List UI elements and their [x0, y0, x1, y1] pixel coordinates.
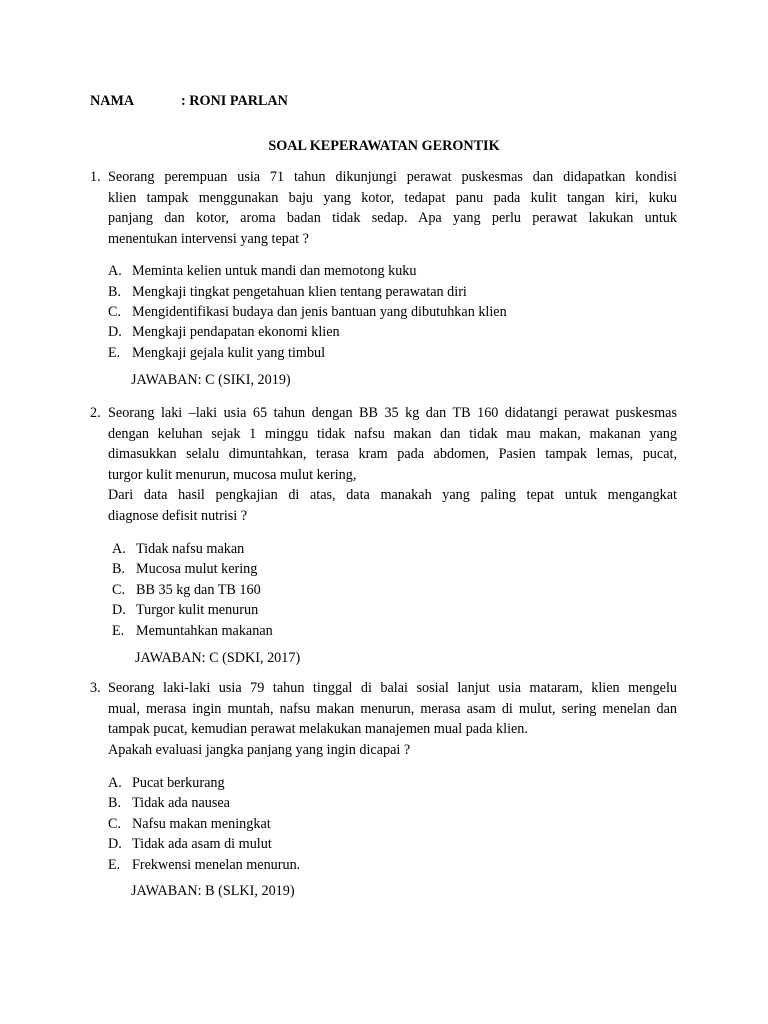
- option-letter: E.: [108, 345, 121, 361]
- question-2-option-d: [112, 600, 258, 621]
- option-letter: B.: [108, 795, 122, 811]
- option-letter: C.: [108, 816, 122, 832]
- question-3-answer: JAWABAN: B (SLKI, 2019): [131, 883, 295, 899]
- option-text: BB 35 kg dan TB 160: [136, 582, 261, 598]
- option-text: Tidak ada nausea: [132, 795, 230, 811]
- name-label: NAMA: [90, 93, 135, 109]
- question-2-answer: JAWABAN: C (SDKI, 2017): [135, 650, 301, 666]
- option-letter: A.: [112, 541, 126, 557]
- question-line: panjang dan kotor, aroma badan tidak sedap. Apa yang perlu perawat lakukan untuk: [108, 210, 677, 227]
- option-text: Nafsu makan meningkat: [132, 816, 271, 832]
- question-line: klien tampak menggunakan baju yang kotor, tedapat panu pada kulit tangan kiri, kuku: [108, 189, 677, 206]
- question-line: Seorang laki –laki usia 65 tahun dengan BB 35 kg dan TB 160 didatangi perawat puskesmas: [108, 405, 677, 421]
- page-title: SOAL KEPERAWATAN GERONTIK: [268, 138, 500, 154]
- question-2-option-a: [112, 539, 244, 560]
- option-letter: D.: [108, 324, 122, 340]
- option-letter: B.: [112, 561, 126, 577]
- question-line: dengan keluhan sejak 1 minggu tidak nafsu makan dan tidak mau makan, makanan yang: [108, 425, 677, 442]
- question-2-option-b: [112, 559, 257, 580]
- question-3-option-b: [108, 793, 230, 814]
- option-letter: A.: [108, 775, 122, 791]
- question-line: turgor kulit menurun, mucosa mulut kering,: [108, 466, 357, 483]
- question-line: Apakah evaluasi jangka panjang yang ingin dicapai ?: [108, 741, 411, 758]
- option-text: Tidak ada asam di mulut: [132, 836, 272, 852]
- question-1-text: [108, 167, 677, 249]
- option-text: Frekwensi menelan menurun.: [132, 857, 301, 873]
- question-3-number: 3.: [90, 680, 101, 696]
- option-letter: C.: [108, 304, 122, 320]
- option-letter: C.: [112, 582, 126, 598]
- question-3-option-a: [108, 773, 225, 794]
- question-1-option-d: [108, 322, 340, 343]
- question-line: tampak pucat, kemudian perawat melakukan manajemen mual pada klien.: [108, 721, 528, 738]
- option-text: Mengkaji gejala kulit yang timbul: [132, 345, 326, 361]
- option-text: Mengidentifikasi budaya dan jenis bantuan yang dibutuhkan klien: [132, 304, 507, 320]
- option-text: Meminta kelien untuk mandi dan memotong kuku: [132, 263, 417, 279]
- option-letter: D.: [112, 602, 126, 618]
- question-3-option-e: [108, 855, 300, 876]
- question-line: Seorang perempuan usia 71 tahun dikunjungi perawat puskesmas dan didapatkan kondisi: [108, 169, 677, 185]
- question-line: mual, merasa ingin muntah, nafsu makan menurun, merasa asam di mulut, sering menelan dan: [108, 700, 677, 717]
- question-1-option-c: [108, 302, 507, 323]
- option-letter: E.: [108, 857, 121, 873]
- question-line: Dari data hasil pengkajian di atas, data manakah yang paling tepat untuk mengangkat: [108, 487, 677, 504]
- question-2-option-c: [112, 580, 261, 601]
- question-1-answer: JAWABAN: C (SIKI, 2019): [131, 372, 291, 388]
- question-1-option-a: [108, 261, 417, 282]
- question-1-number: 1.: [90, 169, 101, 185]
- question-2-number: 2.: [90, 405, 101, 421]
- question-1-option-e: [108, 343, 325, 364]
- question-line: diagnose defisit nutrisi ?: [108, 507, 248, 524]
- option-letter: E.: [112, 623, 125, 639]
- option-text: Mengkaji tingkat pengetahuan klien tentang perawatan diri: [132, 284, 467, 300]
- question-line: Seorang laki-laki usia 79 tahun tinggal di balai sosial lanjut usia mataram, klien mengelu: [108, 680, 677, 696]
- option-text: Mucosa mulut kering: [136, 561, 258, 577]
- option-letter: A.: [108, 263, 122, 279]
- question-2-option-e: [112, 621, 273, 642]
- question-3-option-d: [108, 834, 272, 855]
- option-text: Memuntahkan makanan: [136, 623, 273, 639]
- question-3-option-c: [108, 814, 271, 835]
- option-text: Mengkaji pendapatan ekonomi klien: [132, 324, 340, 340]
- option-text: Tidak nafsu makan: [136, 541, 245, 557]
- name-value: : RONI PARLAN: [181, 93, 288, 109]
- option-text: Pucat berkurang: [132, 775, 225, 791]
- question-line: menentukan intervensi yang tepat ?: [108, 230, 309, 247]
- question-line: dimasukkan selalu dimuntahkan, terasa kram pada abdomen, Pasien tampak lemas, pucat,: [108, 446, 677, 463]
- question-2-text: [108, 403, 677, 527]
- option-text: Turgor kulit menurun: [136, 602, 259, 618]
- question-1-option-b: [108, 282, 467, 303]
- question-3-text: [108, 678, 677, 760]
- option-letter: D.: [108, 836, 122, 852]
- option-letter: B.: [108, 284, 122, 300]
